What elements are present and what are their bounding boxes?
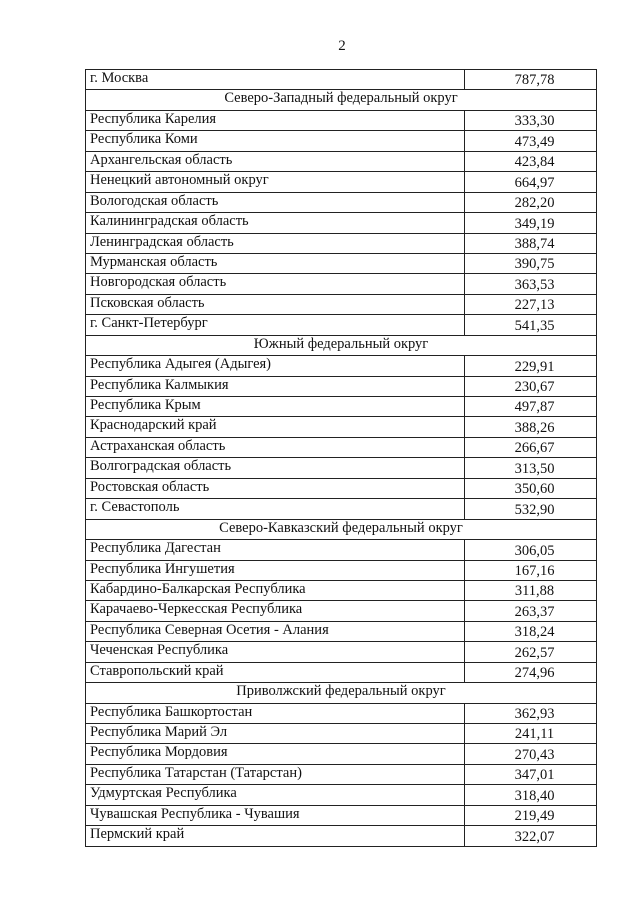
table-row	[86, 376, 597, 396]
region-name: г. Севастополь	[86, 499, 465, 519]
region-value: 532,90	[465, 499, 597, 519]
region-value: 473,49	[465, 131, 597, 151]
region-name: Волгоградская область	[86, 458, 465, 478]
district-header-row	[86, 519, 597, 539]
region-name: Калининградская область	[86, 213, 465, 233]
region-name: Республика Марий Эл	[86, 724, 465, 744]
region-name: Республика Мордовия	[86, 744, 465, 764]
region-name: Астраханская область	[86, 437, 465, 457]
table-row	[86, 764, 597, 784]
table-row	[86, 213, 597, 233]
table-row	[86, 417, 597, 437]
table-row	[86, 805, 597, 825]
table-row	[86, 192, 597, 212]
region-value: 282,20	[465, 192, 597, 212]
region-value: 362,93	[465, 703, 597, 723]
region-name: Удмуртская Республика	[86, 785, 465, 805]
region-value: 322,07	[465, 826, 597, 846]
page-number: 2	[338, 38, 346, 54]
district-name: Северо-Кавказский федеральный округ	[86, 519, 597, 539]
table-row	[86, 744, 597, 764]
region-name: Ненецкий автономный округ	[86, 172, 465, 192]
district-name: Северо-Западный федеральный округ	[86, 90, 597, 110]
region-value: 230,67	[465, 376, 597, 396]
region-name: Пермский край	[86, 826, 465, 846]
table-row	[86, 172, 597, 192]
region-name: Новгородская область	[86, 274, 465, 294]
table-row	[86, 315, 597, 335]
table-row	[86, 110, 597, 130]
table-row	[86, 703, 597, 723]
region-name: Мурманская область	[86, 253, 465, 273]
table-row	[86, 356, 597, 376]
region-value: 423,84	[465, 151, 597, 171]
region-value: 219,49	[465, 805, 597, 825]
region-name: Республика Ингушетия	[86, 560, 465, 580]
region-name: Псковская область	[86, 294, 465, 314]
table-row	[86, 397, 597, 417]
region-name: г. Москва	[86, 70, 465, 90]
table-row	[86, 560, 597, 580]
region-value: 333,30	[465, 110, 597, 130]
region-value: 227,13	[465, 294, 597, 314]
region-value: 167,16	[465, 560, 597, 580]
table-row	[86, 580, 597, 600]
region-name: Чеченская Республика	[86, 642, 465, 662]
region-value: 306,05	[465, 540, 597, 560]
region-name: Республика Северная Осетия - Алания	[86, 621, 465, 641]
region-value: 241,11	[465, 724, 597, 744]
region-name: Кабардино-Балкарская Республика	[86, 580, 465, 600]
region-name: Республика Коми	[86, 131, 465, 151]
table-row	[86, 131, 597, 151]
table-row	[86, 785, 597, 805]
region-value: 318,24	[465, 621, 597, 641]
region-name: Архангельская область	[86, 151, 465, 171]
table-row	[86, 294, 597, 314]
region-value: 350,60	[465, 478, 597, 498]
table-row	[86, 662, 597, 682]
region-value: 262,57	[465, 642, 597, 662]
table-row	[86, 274, 597, 294]
region-value: 229,91	[465, 356, 597, 376]
table-row	[86, 478, 597, 498]
region-value: 270,43	[465, 744, 597, 764]
region-name: Республика Дагестан	[86, 540, 465, 560]
district-header-row	[86, 90, 597, 110]
region-value: 311,88	[465, 580, 597, 600]
region-name: Республика Татарстан (Татарстан)	[86, 764, 465, 784]
region-value: 266,67	[465, 437, 597, 457]
region-name: Республика Крым	[86, 397, 465, 417]
region-value: 664,97	[465, 172, 597, 192]
region-name: Ростовская область	[86, 478, 465, 498]
region-value: 541,35	[465, 315, 597, 335]
district-header-row	[86, 683, 597, 703]
table-row	[86, 499, 597, 519]
region-name: Чувашская Республика - Чувашия	[86, 805, 465, 825]
region-name: Краснодарский край	[86, 417, 465, 437]
table-row	[86, 826, 597, 846]
region-name: Вологодская область	[86, 192, 465, 212]
table-row	[86, 621, 597, 641]
table-row	[86, 253, 597, 273]
region-value: 318,40	[465, 785, 597, 805]
table-row	[86, 540, 597, 560]
region-name: Республика Башкортостан	[86, 703, 465, 723]
district-name: Южный федеральный округ	[86, 335, 597, 355]
region-name: Республика Карелия	[86, 110, 465, 130]
district-name: Приволжский федеральный округ	[86, 683, 597, 703]
region-value: 388,74	[465, 233, 597, 253]
region-value: 274,96	[465, 662, 597, 682]
table-row	[86, 724, 597, 744]
table-row	[86, 70, 597, 90]
region-name: Ставропольский край	[86, 662, 465, 682]
region-value: 363,53	[465, 274, 597, 294]
table-row	[86, 151, 597, 171]
table-row	[86, 642, 597, 662]
region-value: 787,78	[465, 70, 597, 90]
table-row	[86, 458, 597, 478]
regions-table	[85, 69, 597, 847]
region-name: Республика Адыгея (Адыгея)	[86, 356, 465, 376]
region-value: 349,19	[465, 213, 597, 233]
region-name: Ленинградская область	[86, 233, 465, 253]
regions-table-body	[86, 70, 597, 847]
table-row	[86, 601, 597, 621]
region-value: 263,37	[465, 601, 597, 621]
region-value: 390,75	[465, 253, 597, 273]
region-name: г. Санкт-Петербург	[86, 315, 465, 335]
region-value: 497,87	[465, 397, 597, 417]
table-row	[86, 437, 597, 457]
district-header-row	[86, 335, 597, 355]
region-value: 347,01	[465, 764, 597, 784]
region-value: 388,26	[465, 417, 597, 437]
region-name: Республика Калмыкия	[86, 376, 465, 396]
region-value: 313,50	[465, 458, 597, 478]
table-row	[86, 233, 597, 253]
region-name: Карачаево-Черкесская Республика	[86, 601, 465, 621]
